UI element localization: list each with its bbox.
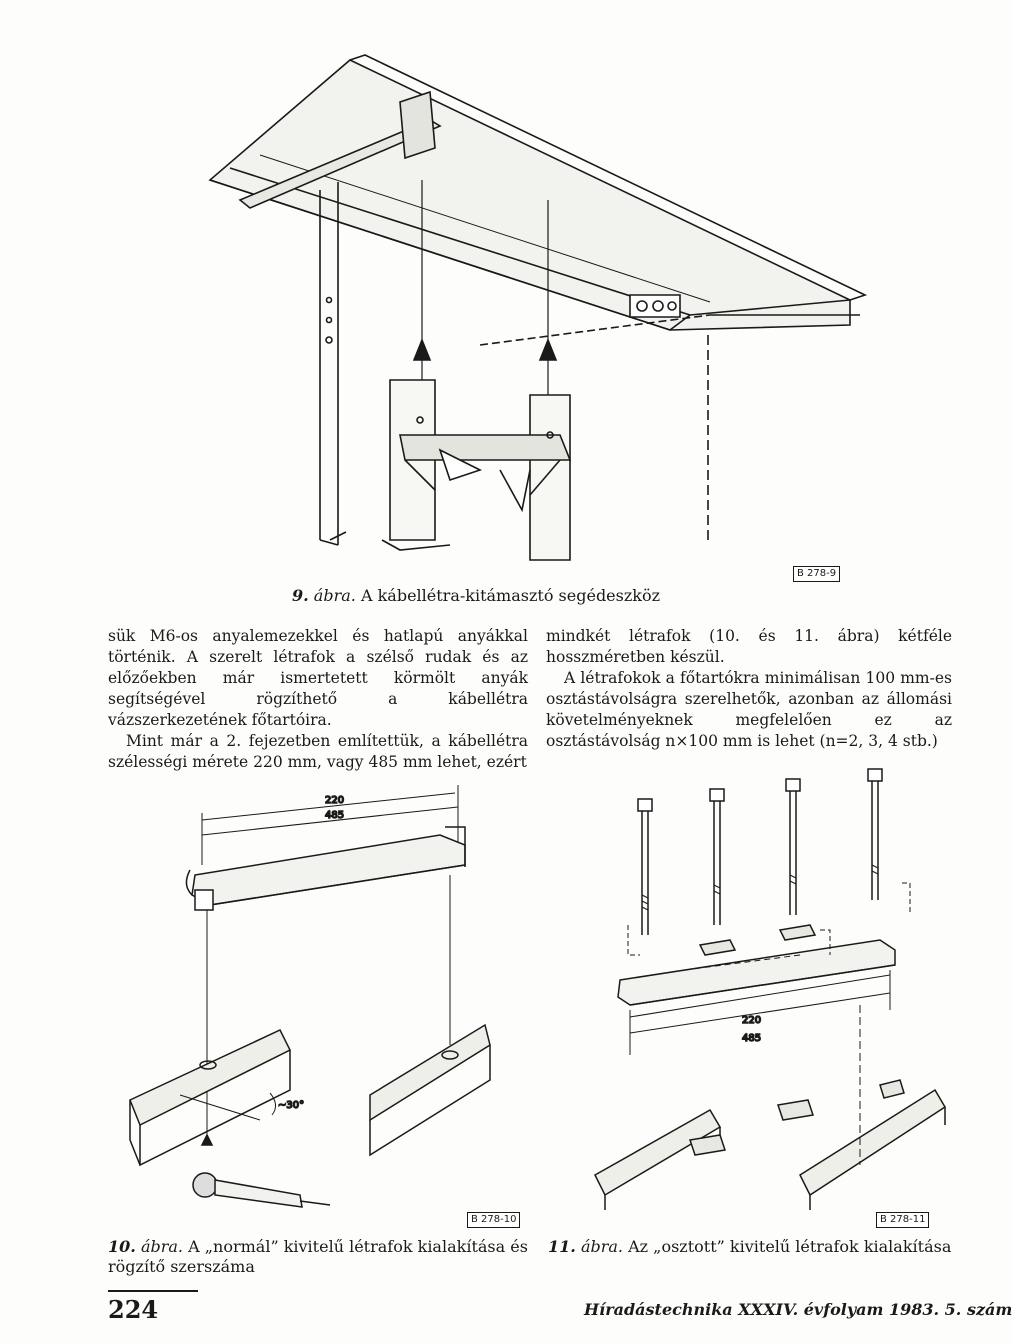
page-number: 224 (108, 1295, 159, 1324)
figure-11-caption (548, 1237, 951, 1257)
figure-10-angle: ~30° (278, 1100, 305, 1111)
left-text-column (108, 626, 528, 773)
right-text-column (546, 626, 952, 752)
right-paragraph-2: A létrafokok a főtartókra minimálisan 100 mm-es osztástávolságra szerelhetők, azonban az állomási követelményeknek megfelelően ez az osztástávolság n×100 mm is lehet (n=2, 3, 4 stb.) (546, 669, 952, 750)
figure-11-dim-220: 220 (742, 1015, 762, 1026)
figure-11-label: ábra. (580, 1237, 623, 1256)
left-paragraph-2: Mint már a 2. fejezetben említettük, a kábellétra szélességi mérete 220 mm, vagy 485 mm lehet, ezért (108, 732, 528, 771)
journal-name: Híradástechnika XXXIV. évfolyam 1983. 5. szám (584, 1300, 1012, 1319)
figure-10-caption (108, 1237, 528, 1277)
left-paragraph-1: sük M6-os anyalemezekkel és hatlapú anyákkal történik. A szerelt létrafok a szélső rudak és az előzőekben már ismertetett körmölt anyák segítségével rögzíthető a kábellétra vázszerkezetének főtartóira. (108, 627, 528, 729)
figure-10-caption-line-1: A „normál” kivitelű létrafok kialakítása és (188, 1237, 528, 1256)
figure-9-illustration (150, 40, 880, 580)
figure-10-illustration (120, 765, 530, 1220)
figure-11-number: 11. (548, 1237, 576, 1256)
figure-10-dim-485: 485 (325, 810, 345, 821)
figure-10-number: 10. (108, 1237, 136, 1256)
right-paragraph-1: mindkét létrafok (10. és 11. ábra) kétféle hosszméretben készül. (546, 627, 952, 666)
figure-11-dim-485: 485 (742, 1033, 762, 1044)
figure-11-illustration (590, 765, 955, 1215)
figure-11-caption-text: Az „osztott” kivitelű létrafok kialakítása (628, 1237, 952, 1256)
figure-9-caption (292, 586, 660, 606)
figure-9-number: 9. (292, 586, 309, 605)
figure-10-label: ábra. (140, 1237, 183, 1256)
footer-rule (108, 1290, 198, 1292)
figure-9-label: ábra. (313, 586, 356, 605)
figure-10-tag: B 278-10 (467, 1212, 520, 1228)
figure-9-caption-text: A kábellétra-kitámasztó segédeszköz (360, 586, 661, 605)
figure-10-dim-220: 220 (325, 795, 345, 806)
figure-10-caption-line-2: rögzítő szerszáma (108, 1257, 255, 1276)
figure-9-tag: B 278-9 (793, 566, 840, 582)
figure-11-tag: B 278-11 (876, 1212, 929, 1228)
